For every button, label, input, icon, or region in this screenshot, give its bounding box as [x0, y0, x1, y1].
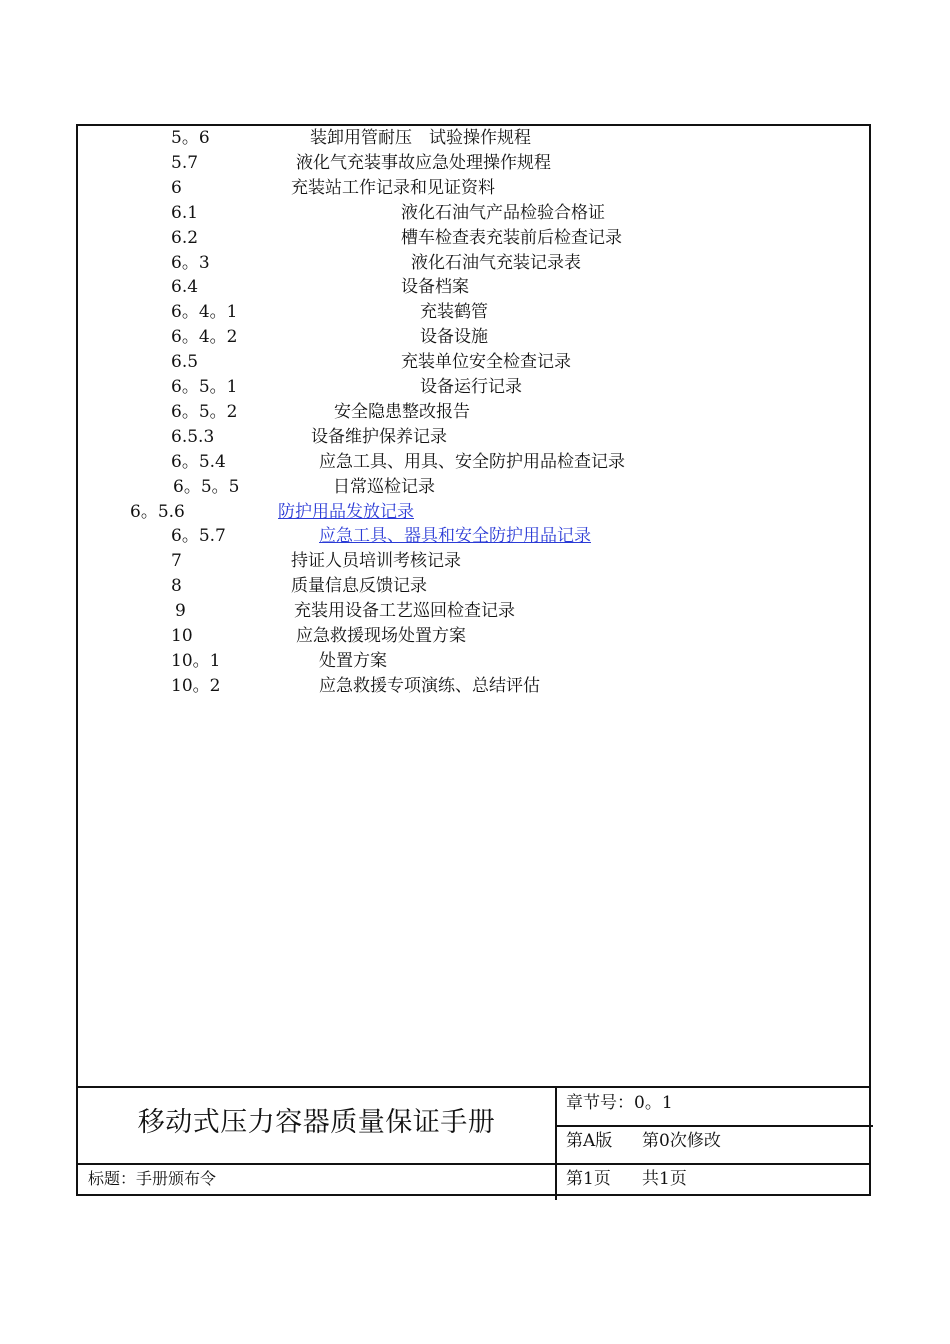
page-total: 共1页: [642, 1169, 687, 1189]
toc-entry: [78, 126, 869, 151]
toc-entry-title: 设备运行记录: [420, 377, 522, 397]
toc-entry-number: 10。2: [171, 675, 221, 696]
toc-entry: [78, 251, 869, 276]
toc-entry-title: 充装鹤管: [420, 302, 488, 323]
toc-entry-number: 6.5: [171, 352, 199, 373]
revision: 第0次修改: [642, 1131, 721, 1151]
toc-entry-number: 6.1: [171, 202, 199, 223]
toc-entry-title: 应急救援专项演练、总结评估: [319, 675, 540, 696]
document-subject: 标题：手册颁布令: [88, 1169, 217, 1188]
toc-entry: [78, 674, 869, 699]
toc-entry[interactable]: [78, 524, 869, 549]
toc-entry: [78, 325, 869, 350]
page-number: 第1页: [566, 1169, 611, 1189]
toc-entry-number: 9: [175, 601, 186, 622]
toc-entry-title: 液化石油气产品检验合格证: [401, 202, 605, 223]
toc-entry: [78, 400, 869, 425]
toc-entry-title: 充装站工作记录和见证资料: [291, 177, 495, 198]
toc-entry-number: 10。1: [171, 650, 221, 671]
toc-entry-title: 装卸用管耐压 试验操作规程: [310, 128, 531, 148]
table-of-contents: [78, 126, 869, 1086]
toc-entry[interactable]: [78, 500, 869, 525]
toc-entry-title: 应急救援现场处置方案: [296, 626, 466, 646]
chapter-number: 章节号：0。1: [566, 1093, 673, 1113]
toc-entry-title: 充装用设备工艺巡回检查记录: [294, 601, 515, 622]
toc-entry: [78, 350, 869, 375]
toc-entry: [78, 300, 869, 325]
toc-entry-title: 液化石油气充装记录表: [411, 252, 581, 273]
document-frame: [76, 124, 871, 1196]
toc-entry-number: 6.5.3: [171, 426, 215, 447]
toc-entry: [78, 624, 869, 649]
toc-entry-number: 5。6: [171, 128, 210, 148]
toc-entry-title: 设备档案: [401, 277, 469, 298]
toc-entry: [78, 375, 869, 400]
toc-entry: [78, 425, 869, 450]
toc-entry: [78, 599, 869, 624]
toc-entry: [78, 151, 869, 176]
toc-entry-link[interactable]: 应急工具、器具和安全防护用品记录: [319, 526, 591, 547]
toc-entry-number: 10: [171, 626, 193, 646]
toc-entry-number: 6.2: [171, 227, 199, 248]
toc-entry-title: 处置方案: [319, 650, 387, 671]
toc-entry: [78, 275, 869, 300]
toc-entry-number: 6。5。5: [173, 476, 240, 497]
toc-entry-number: 7: [171, 551, 182, 572]
document-footer: [78, 1086, 869, 1198]
toc-entry: [78, 549, 869, 574]
toc-entry-number: 8: [171, 576, 182, 597]
toc-entry-number: 6。5。1: [171, 377, 238, 397]
toc-entry-title: 设备维护保养记录: [311, 426, 447, 447]
manual-title: 移动式压力容器质量保证手册: [137, 1107, 496, 1138]
toc-entry-title: 质量信息反馈记录: [291, 576, 427, 597]
edition: 第A版: [566, 1131, 613, 1151]
footer-divider-right: [557, 1125, 873, 1127]
toc-entry-number: 6。3: [171, 252, 210, 273]
toc-entry-title: 槽车检查表充装前后检查记录: [401, 227, 622, 248]
toc-entry-title: 设备设施: [420, 327, 488, 348]
toc-entry-title: 安全隐患整改报告: [334, 401, 470, 422]
footer-divider-horizontal: [78, 1163, 869, 1165]
toc-entry-number: 6: [171, 177, 182, 198]
toc-entry-number: 6。4。1: [171, 302, 238, 323]
toc-entry: [78, 475, 869, 500]
toc-entry-number: 5.7: [171, 152, 199, 173]
toc-entry-number: 6。5。2: [171, 401, 238, 422]
toc-entry-title: 应急工具、用具、安全防护用品检查记录: [319, 451, 625, 472]
footer-divider-vertical: [555, 1088, 557, 1200]
toc-entry: [78, 574, 869, 599]
toc-entry-number: 6。5.4: [171, 451, 226, 472]
toc-entry-link[interactable]: 防护用品发放记录: [278, 501, 414, 522]
toc-entry: [78, 450, 869, 475]
toc-entry-number: 6。5.6: [130, 501, 185, 522]
toc-entry-number: 6。4。2: [171, 327, 238, 348]
toc-entry-number: 6.4: [171, 277, 199, 298]
toc-entry-number: 6。5.7: [171, 526, 226, 547]
toc-entry: [78, 201, 869, 226]
toc-entry: [78, 649, 869, 674]
toc-entry-title: 充装单位安全检查记录: [401, 352, 571, 373]
toc-entry: [78, 176, 869, 201]
toc-entry-title: 液化气充装事故应急处理操作规程: [296, 152, 551, 173]
toc-entry: [78, 226, 869, 251]
toc-entry-title: 持证人员培训考核记录: [291, 551, 461, 572]
toc-entry-title: 日常巡检记录: [333, 476, 435, 497]
